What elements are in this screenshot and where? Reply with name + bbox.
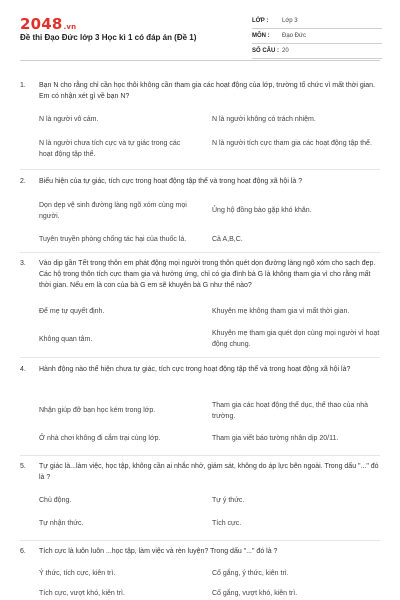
meta-label: MÔN : [252,33,270,39]
answer-option[interactable]: N là người chưa tích cực và tự giác trong các hoạt động tập thể. [39,140,181,158]
answer-option[interactable]: Cố gắng, ý thức, kiên trì. [212,570,289,577]
question-text: Tích cực là luôn luôn ...học tập, làm việc và rèn luyện? Trong dấu "..." đó là ? [39,548,278,555]
question-number: 4. [20,366,26,373]
header-divider [20,60,380,61]
meta-value: Lớp 3 [282,18,298,24]
answer-option[interactable]: Ủng hộ đồng bào gặp khó khăn. [212,207,312,214]
answer-option[interactable]: Nhận giúp đỡ bạn học kém trong lớp. [39,407,156,414]
page-title: Đề thi Đạo Đức lớp 3 Học kì 1 có đáp án (Đề 1) [20,33,197,42]
answer-option[interactable]: Ở nhà chơi không đi cắm trại cùng lớp. [39,435,161,442]
answer-option[interactable]: Khuyên mẹ tham gia quét dọn cùng mọi người vì hoạt động chung. [212,330,380,348]
answer-option[interactable]: Ý thức, tích cực, kiên trì. [39,570,116,577]
meta-value: 20 [282,48,289,54]
answer-option[interactable]: N là người vô cảm. [39,116,99,123]
answer-option[interactable]: Dọn dẹp vệ sinh đường làng ngõ xóm cùng mọi người. [39,202,187,220]
question-text: Tự giác là...làm việc, học tập, không cần ai nhắc nhở, giám sát, không do áp lực bên ngoài. Trong dấu "..." đó là ? [39,463,379,481]
answer-option[interactable]: Chủ động. [39,497,72,504]
answer-option[interactable]: Tham gia viết báo tường nhân dịp 20/11. [212,435,339,442]
meta-row-subject [252,29,382,44]
answer-option[interactable]: Cố gắng, vượt khó, kiên trì. [212,590,298,597]
question-number: 1. [20,82,26,89]
question-number: 5. [20,463,26,470]
question-text: Hành động nào thể hiện chưa tự giác, tích cực trong hoạt động tập thể và trong hoạt động xã hội là? [39,366,351,373]
question-divider [20,169,380,170]
answer-option[interactable]: Khuyên mẹ không tham gia vì mất thời gian. [212,308,350,315]
answer-option[interactable]: Để mẹ tự quyết định. [39,308,105,315]
answer-option[interactable]: N là người không có trách nhiệm. [212,116,316,123]
answer-option[interactable]: Tuyên truyền phòng chống tác hại của thuốc lá. [39,236,187,243]
meta-value: Đạo Đức [282,33,307,39]
question-number: 2. [20,178,26,185]
question-2 [20,176,380,187]
answer-option[interactable]: Tham gia các hoạt động thể dục, thể thao của nhà trường. [212,402,369,420]
answer-option[interactable]: Cả A,B,C. [212,236,243,243]
answer-option[interactable]: Tích cực, vượt khó, kiên trì. [39,590,125,597]
meta-label: LỚP : [252,18,269,24]
meta-row-count [252,44,382,59]
question-divider [20,252,380,253]
question-text: Bạn N cho rằng chỉ cần học thôi không cần tham gia các hoạt động của lớp, trường tổ chức vì mất thời gian. Em có nhận xét gì về bạn N? [39,82,375,100]
question-3 [20,258,380,291]
question-number: 6. [20,548,26,555]
question-number: 3. [20,260,26,267]
question-divider [20,357,380,358]
answer-option[interactable]: N là người tích cực tham gia các hoạt động tập thể. [212,140,372,147]
site-logo[interactable]: 2048.vn [20,15,77,33]
question-4 [20,364,380,375]
meta-row-class [252,14,382,29]
exam-meta-table [252,14,382,59]
question-6 [20,546,380,557]
question-1 [20,80,380,102]
answer-option[interactable]: Tự ý thức. [212,497,245,504]
question-divider [20,455,380,456]
answer-option[interactable]: Tích cực. [212,520,242,527]
answer-option[interactable]: Không quan tâm. [39,336,93,343]
question-text: Vào dịp gần Tết trong thôn em phát động mọi người trong thôn quét dọn đường làng ngõ xóm cho sạch đẹp. Các hộ trong thôn tích cực tham gia và hưởng ứng, chỉ có gia đình bà G là không tham gia vì cho rằng mất thời gian. Nếu em là con của bà G em sẽ khuyên bà G như thế nào? [39,260,376,289]
question-text: Biểu hiện của tự giác, tích cực trong hoạt động tập thể và trong hoạt động xã hội là ? [39,178,303,185]
question-divider [20,540,380,541]
answer-option[interactable]: Tự nhận thức. [39,520,84,527]
meta-label: SỐ CÂU : [252,48,279,54]
question-5 [20,461,380,483]
